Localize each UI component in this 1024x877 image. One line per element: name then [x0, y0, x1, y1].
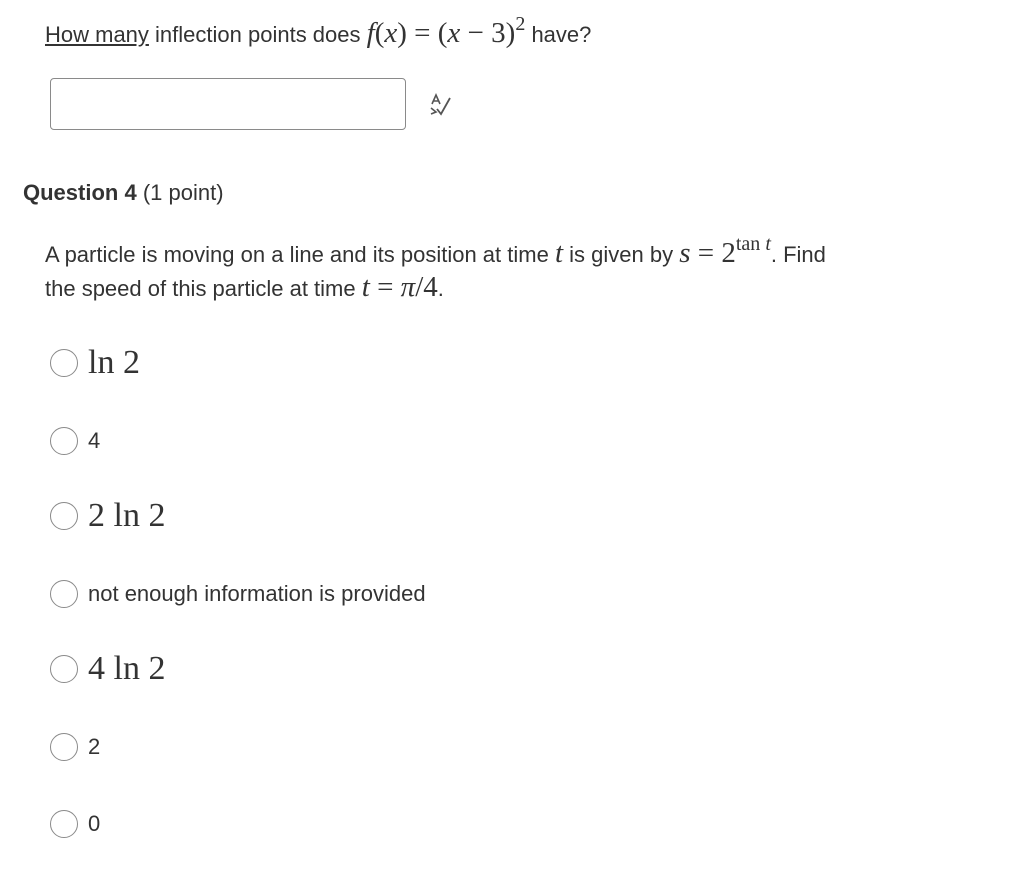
question-period: . — [437, 276, 444, 301]
formula-f: f — [366, 17, 375, 49]
option-label: 2 — [88, 734, 101, 759]
radio-button[interactable] — [50, 427, 78, 455]
exp-t: t — [765, 233, 771, 255]
position-formula — [679, 233, 771, 269]
question-label: Question 4 — [23, 180, 137, 205]
option-label: 4 — [88, 428, 101, 453]
formula-exponent: 2 — [515, 13, 526, 35]
radio-button[interactable] — [50, 502, 78, 530]
radio-button[interactable] — [50, 655, 78, 683]
formula-x: x — [384, 17, 398, 49]
formula-eq-3: = — [369, 271, 401, 303]
option-label: 0 — [88, 811, 101, 836]
option-1[interactable] — [50, 344, 140, 381]
preview-answer-icon[interactable] — [428, 92, 454, 116]
option-label: ln 2 — [88, 344, 140, 381]
question-points: (1 point) — [142, 180, 224, 205]
option-label: not enough information is provided — [88, 581, 426, 606]
option-7[interactable] — [50, 808, 100, 840]
var-s: s — [679, 237, 691, 269]
var-t: t — [554, 237, 564, 269]
prev-question-text-before: inflection points does — [155, 22, 361, 47]
radio-button[interactable] — [50, 349, 78, 377]
option-4[interactable] — [50, 578, 426, 610]
question-text-3: . Find — [770, 242, 826, 267]
question-body — [45, 228, 995, 305]
question-text-4: the speed of this particle at time — [45, 276, 356, 301]
radio-button[interactable] — [50, 810, 78, 838]
var-t2: t — [361, 271, 370, 303]
option-6[interactable] — [50, 731, 100, 763]
option-3[interactable] — [50, 497, 166, 534]
help-link[interactable]: How many — [45, 22, 149, 47]
time-formula — [362, 271, 438, 303]
pi-symbol: π — [400, 271, 416, 303]
option-2[interactable] — [50, 425, 100, 457]
option-5[interactable] — [50, 650, 166, 687]
prev-question-text-after: have? — [531, 22, 592, 47]
formula-eq-2: = 2 — [690, 237, 736, 269]
formula-x2: x — [447, 17, 461, 49]
option-label: 4 ln 2 — [88, 650, 166, 687]
question-text-2: is given by — [569, 242, 674, 267]
formula-minus: − 3) — [460, 17, 516, 49]
formula-frac: /4 — [415, 271, 438, 303]
question-text-1: A particle is moving on a line and its position at time — [45, 242, 549, 267]
option-label: 2 ln 2 — [88, 497, 166, 534]
formula-exp — [736, 233, 771, 255]
exp-tan: tan — [735, 233, 766, 255]
previous-question-text — [45, 4, 591, 55]
radio-button[interactable] — [50, 733, 78, 761]
prev-question-formula — [366, 13, 526, 49]
formula-open: ( — [374, 17, 385, 49]
question-heading — [23, 180, 224, 206]
formula-eq: ) = ( — [397, 17, 448, 49]
answer-input[interactable] — [50, 78, 406, 130]
radio-button[interactable] — [50, 580, 78, 608]
